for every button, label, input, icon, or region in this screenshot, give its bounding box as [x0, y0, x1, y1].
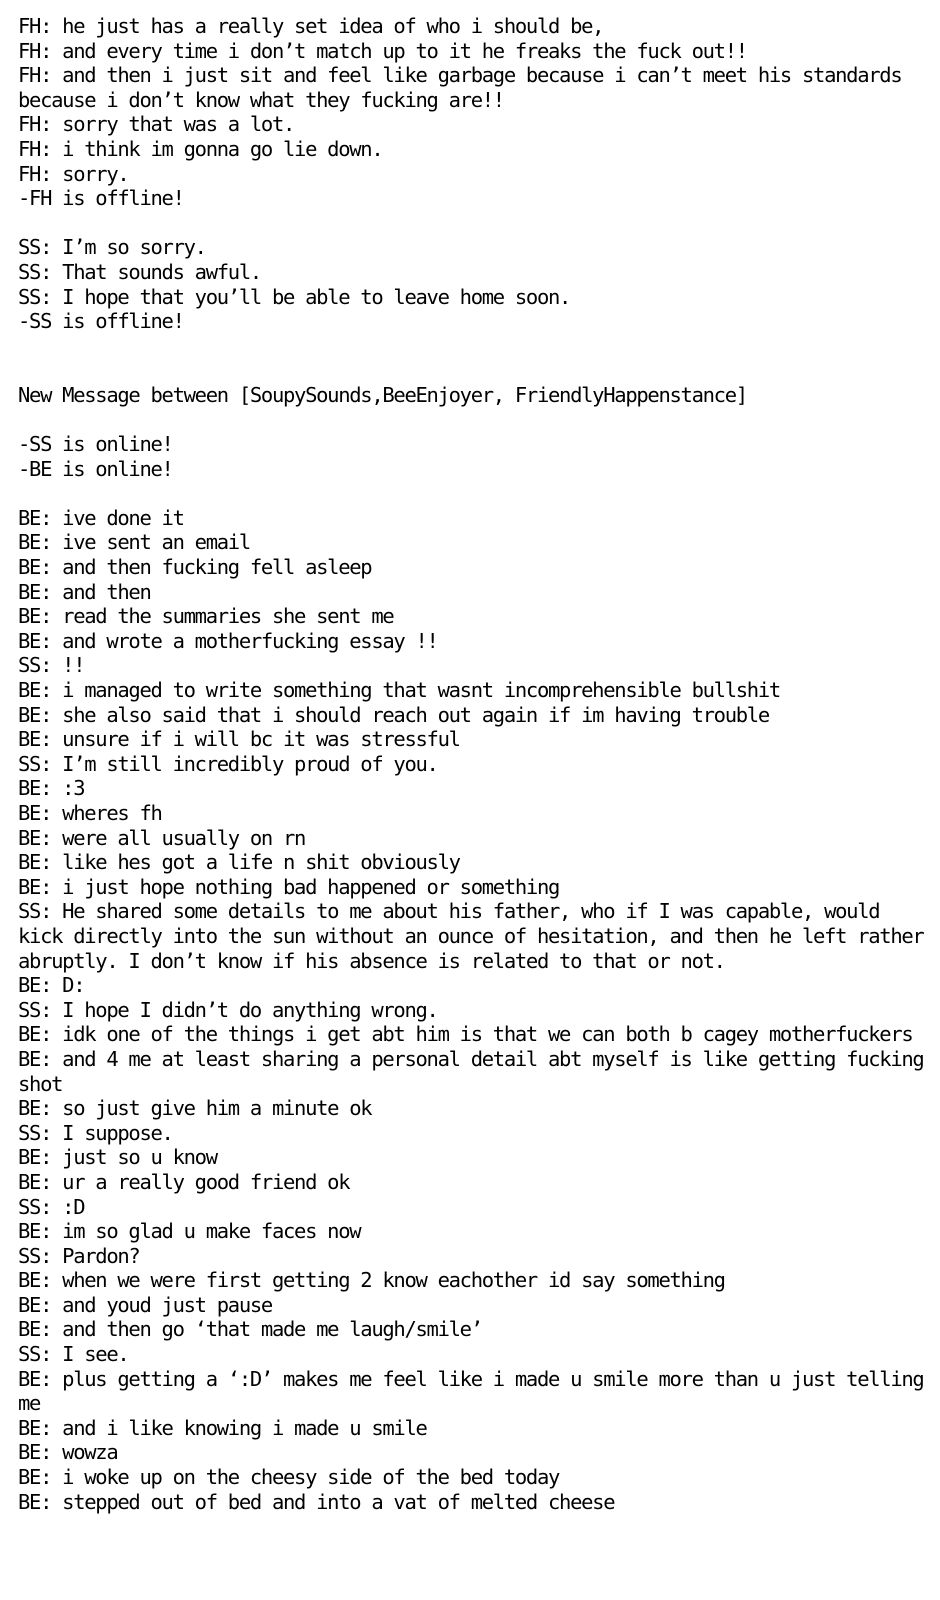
message-line: BE: ur a really good friend ok: [18, 1169, 350, 1194]
status-line: -FH is offline!: [18, 186, 184, 211]
message-line: BE: wowza: [18, 1440, 118, 1465]
message-line: SS: I’m still incredibly proud of you.: [18, 751, 438, 776]
message-line: BE: were all usually on rn: [18, 825, 306, 850]
message-line: FH: and then i just sit and feel like garbage because i can’t meet his standards because i don’t know what they fucking are!!: [18, 63, 913, 112]
message-line: FH: i think im gonna go lie down.: [18, 136, 383, 161]
message-line: SS: He shared some details to me about his father, who if I was capable, would kick directly into the sun without an ounce of hesitation, and then he left rather abruptly. I don’t know if his absence is related to that or not.: [18, 899, 935, 973]
message-line: BE: stepped out of bed and into a vat of melted cheese: [18, 1489, 615, 1514]
message-line: BE: :3: [18, 776, 85, 801]
message-line: BE: i managed to write something that wasnt incomprehensible bullshit: [18, 678, 780, 703]
message-line: BE: like hes got a life n shit obviously: [18, 850, 460, 875]
message-line: BE: and then go ‘that made me laugh/smile’: [18, 1317, 482, 1342]
blank-line: [18, 408, 928, 433]
message-line: BE: and youd just pause: [18, 1292, 272, 1317]
message-line: BE: when we were first getting 2 know eachother id say something: [18, 1268, 725, 1293]
message-line: BE: unsure if i will bc it was stressful: [18, 727, 460, 752]
message-line: FH: sorry that was a lot.: [18, 112, 295, 137]
message-line: SS: I hope that you’ll be able to leave home soon.: [18, 284, 571, 309]
blank-line: [18, 211, 928, 236]
status-line: -SS is offline!: [18, 309, 184, 334]
message-line: SS: That sounds awful.: [18, 259, 261, 284]
message-line: BE: just so u know: [18, 1145, 217, 1170]
message-line: BE: plus getting a ‘:D’ makes me feel like i made u smile more than u just telling me: [18, 1366, 935, 1416]
message-line: BE: i just hope nothing bad happened or something: [18, 874, 560, 899]
message-line: BE: im so glad u make faces now: [18, 1219, 361, 1244]
chat-log: [18, 14, 935, 1514]
blank-line: [18, 358, 928, 383]
message-line: BE: idk one of the things i get abt him is that we can both b cagey motherfuckers: [18, 1022, 913, 1047]
message-line: FH: and every time i don’t match up to it he freaks the fuck out!!: [18, 38, 747, 63]
blank-line: [18, 334, 928, 359]
message-line: SS: I see.: [18, 1342, 129, 1367]
message-line: SS: I hope I didn’t do anything wrong.: [18, 997, 438, 1022]
message-line: SS: I suppose.: [18, 1120, 173, 1145]
message-line: BE: read the summaries she sent me: [18, 604, 394, 629]
message-line: FH: he just has a really set idea of who i should be,: [18, 14, 604, 38]
message-line: SS: Pardon?: [18, 1243, 140, 1268]
message-line: BE: ive done it: [18, 505, 184, 530]
conversation-header: New Message between [SoupySounds,BeeEnjoyer, FriendlyHappenstance]: [18, 382, 747, 407]
message-line: BE: ive sent an email: [18, 530, 250, 555]
message-line: SS: I’m so sorry.: [18, 235, 206, 260]
message-line: SS: !!: [18, 653, 85, 678]
message-line: SS: :D: [18, 1194, 85, 1219]
message-line: BE: wheres fh: [18, 801, 162, 825]
message-line: BE: so just give him a minute ok: [18, 1096, 372, 1121]
message-line: BE: and then: [18, 579, 151, 604]
status-line: -BE is online!: [18, 456, 173, 481]
message-line: BE: and i like knowing i made u smile: [18, 1415, 427, 1440]
message-line: BE: D:: [18, 973, 85, 998]
blank-line: [18, 481, 928, 506]
message-line: BE: and wrote a motherfucking essay !!: [18, 628, 438, 653]
message-line: BE: i woke up on the cheesy side of the bed today: [18, 1465, 560, 1490]
message-line: BE: she also said that i should reach out again if im having trouble: [18, 702, 769, 727]
status-line: -SS is online!: [18, 432, 173, 457]
message-line: BE: and then fucking fell asleep: [18, 555, 372, 580]
message-line: FH: sorry.: [18, 161, 129, 186]
message-line: BE: and 4 me at least sharing a personal detail abt myself is like getting fucking shot: [18, 1046, 935, 1096]
